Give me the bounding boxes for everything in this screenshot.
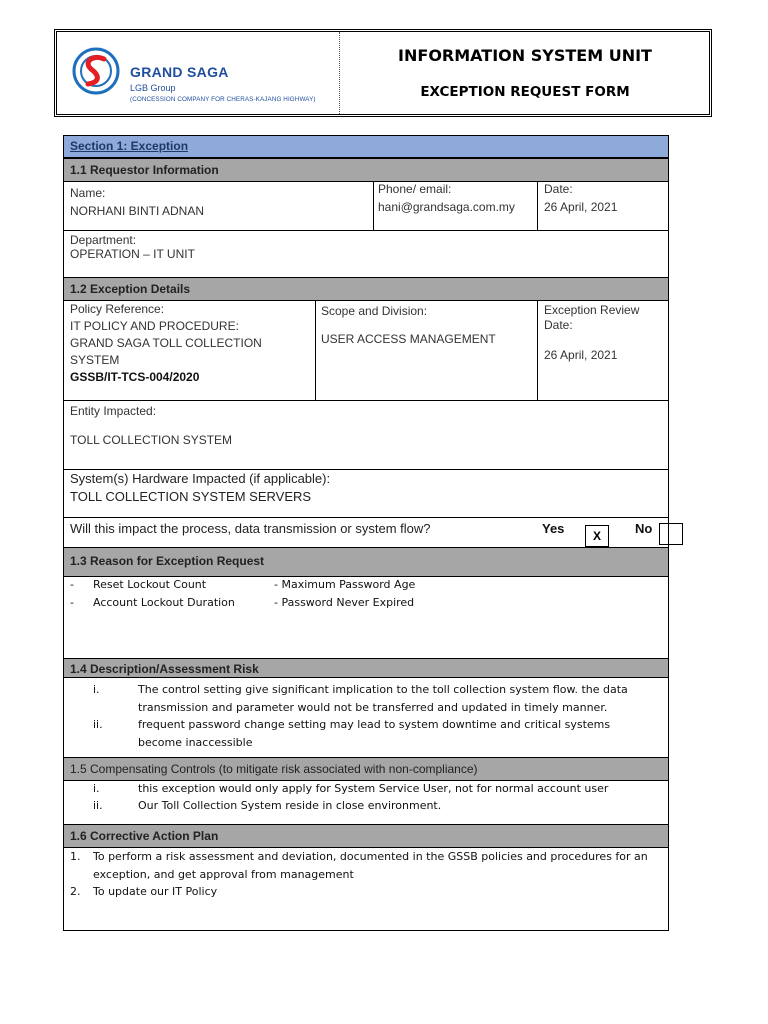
- plan-item[interactable]: To update our IT Policy: [93, 885, 218, 898]
- name-value[interactable]: NORHANI BINTI ADNAN: [70, 204, 205, 218]
- policy-label: Policy Reference:: [70, 302, 165, 316]
- contact-value[interactable]: hani@grandsaga.com.my: [378, 200, 515, 214]
- requestor-heading: 1.1 Requestor Information: [64, 158, 668, 182]
- reason-item[interactable]: - Maximum Password Age: [274, 578, 416, 591]
- reason-item[interactable]: - Password Never Expired: [274, 596, 415, 609]
- entity-value[interactable]: TOLL COLLECTION SYSTEM: [70, 433, 233, 447]
- controls-item[interactable]: this exception would only apply for System Service User, not for normal account user: [138, 782, 609, 795]
- date-value[interactable]: 26 April, 2021: [544, 200, 618, 214]
- plan-marker: 1.: [70, 850, 81, 863]
- plan-item[interactable]: exception, and get approval from management: [93, 868, 354, 881]
- reason-marker: -: [70, 596, 74, 609]
- scope-value[interactable]: USER ACCESS MANAGEMENT: [321, 332, 496, 346]
- contact-label: Phone/ email:: [378, 182, 452, 196]
- review-date-value[interactable]: 26 April, 2021: [544, 348, 618, 362]
- no-checkbox[interactable]: [659, 523, 683, 545]
- header-divider: [339, 32, 340, 114]
- divider: [64, 517, 668, 518]
- plan-item[interactable]: To perform a risk assessment and deviation, documented in the GSSB policies and procedures for an: [93, 850, 648, 863]
- reason-item[interactable]: Account Lockout Duration: [93, 596, 235, 609]
- risk-marker: i.: [93, 683, 100, 696]
- divider: [373, 182, 374, 230]
- controls-marker: i.: [93, 782, 100, 795]
- divider: [537, 182, 538, 230]
- company-group: LGB Group: [130, 83, 176, 93]
- review-label-1: Exception Review: [544, 303, 640, 317]
- risk-item[interactable]: frequent password change setting may lead to system downtime and critical systems: [138, 718, 611, 731]
- impact-question: Will this impact the process, data transmission or system flow?: [70, 521, 431, 536]
- department-value[interactable]: OPERATION – IT UNIT: [70, 247, 195, 261]
- reason-heading: 1.3 Reason for Exception Request: [64, 547, 668, 577]
- grand-saga-logo-icon: [71, 46, 121, 96]
- divider: [315, 301, 316, 400]
- risk-marker: ii.: [93, 718, 103, 731]
- risk-item[interactable]: become inaccessible: [138, 736, 253, 749]
- no-label: No: [635, 521, 653, 536]
- risk-item[interactable]: The control setting give significant implication to the toll collection system flow. the data: [138, 683, 628, 696]
- policy-line-2[interactable]: GRAND SAGA TOLL COLLECTION: [70, 336, 262, 350]
- hardware-label: System(s) Hardware Impacted (if applicable):: [70, 471, 331, 486]
- risk-item[interactable]: transmission and parameter would not be transferred and updated in timely manner.: [138, 701, 608, 714]
- reason-item[interactable]: Reset Lockout Count: [93, 578, 207, 591]
- document-header: [54, 29, 712, 117]
- controls-heading: 1.5 Compensating Controls (to mitigate risk associated with non-compliance): [64, 757, 668, 781]
- hardware-value[interactable]: TOLL COLLECTION SYSTEM SERVERS: [70, 489, 312, 504]
- divider: [64, 230, 668, 231]
- name-label: Name:: [70, 186, 106, 200]
- yes-label: Yes: [542, 521, 565, 536]
- policy-line-3[interactable]: SYSTEM: [70, 353, 120, 367]
- policy-code[interactable]: GSSB/IT-TCS-004/2020: [70, 370, 200, 384]
- department-label: Department:: [70, 233, 137, 247]
- divider: [64, 400, 668, 401]
- date-label: Date:: [544, 182, 573, 196]
- header-subtitle: EXCEPTION REQUEST FORM: [420, 84, 630, 100]
- company-tagline: (CONCESSION COMPANY FOR CHERAS-KAJANG HIGHWAY): [130, 96, 316, 103]
- company-name: GRAND SAGA: [130, 64, 229, 80]
- header-title: INFORMATION SYSTEM UNIT: [398, 46, 652, 65]
- section-1-title: Section 1: Exception: [64, 136, 668, 158]
- exception-form: [63, 135, 669, 931]
- review-label-2: Date:: [544, 318, 573, 332]
- yes-checkbox[interactable]: X: [585, 525, 609, 547]
- risk-heading: 1.4 Description/Assessment Risk: [64, 658, 668, 678]
- policy-line-1[interactable]: IT POLICY AND PROCEDURE:: [70, 319, 239, 333]
- action-plan-heading: 1.6 Corrective Action Plan: [64, 824, 668, 848]
- plan-marker: 2.: [70, 885, 81, 898]
- reason-marker: -: [70, 578, 74, 591]
- exception-details-heading: 1.2 Exception Details: [64, 277, 668, 301]
- entity-label: Entity Impacted:: [70, 404, 157, 418]
- controls-marker: ii.: [93, 799, 103, 812]
- scope-label: Scope and Division:: [321, 304, 428, 318]
- controls-item[interactable]: Our Toll Collection System reside in close environment.: [138, 799, 442, 812]
- divider: [537, 301, 538, 400]
